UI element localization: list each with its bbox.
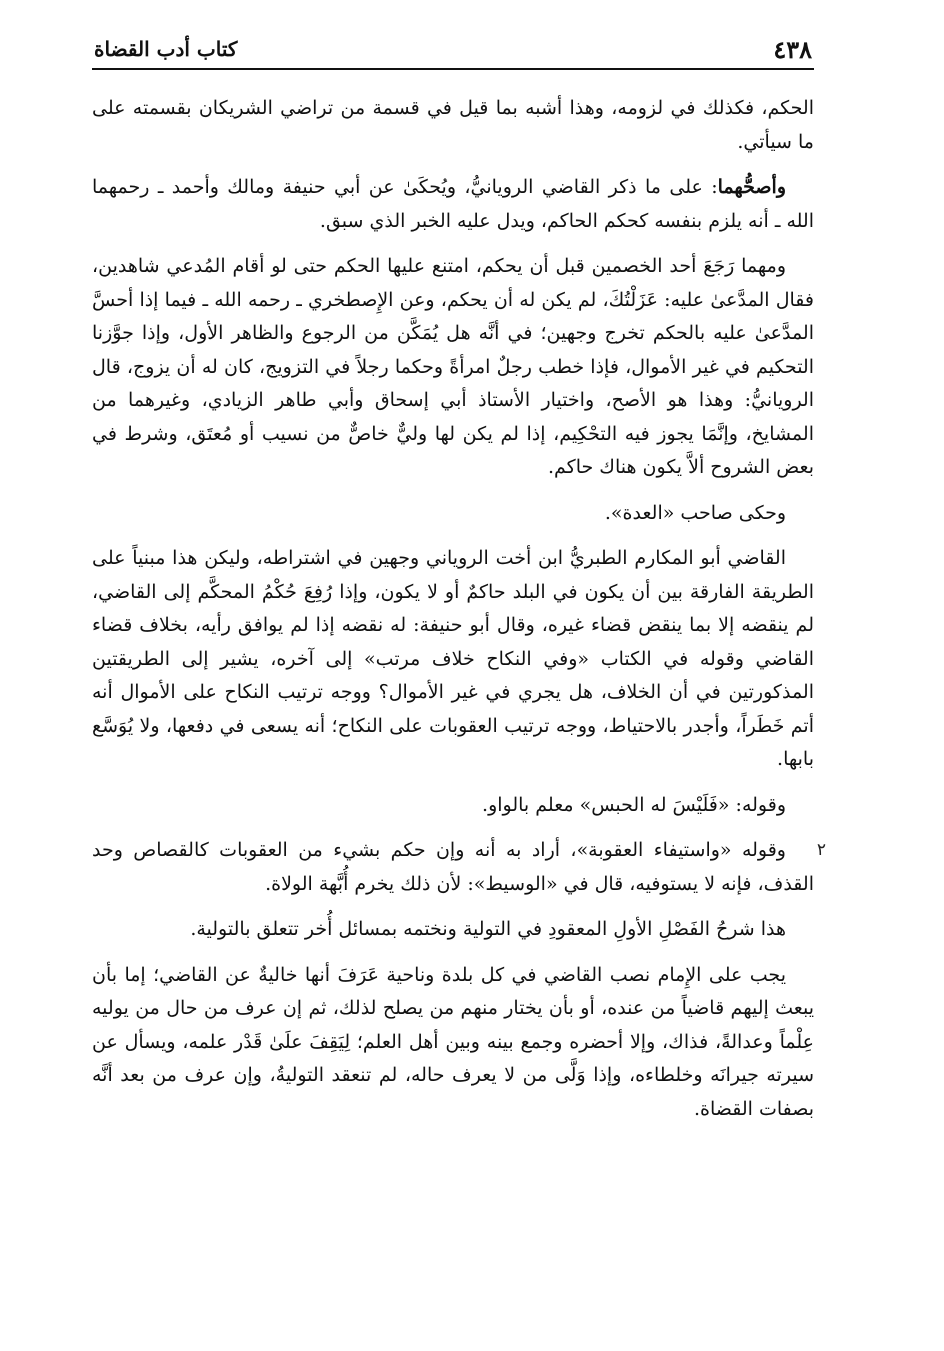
paragraph-7-text: وقوله «واستيفاء العقوبة»، أراد به أنه وإن حكم بشيء من العقوبات كالقصاص وحد القذف، فإنه لا يستوفيه، قال في «الوسيط»: لأن ذلك يخرم أُبَّهة الولاة. [92,839,814,895]
page-number: ٤٣٨ [773,34,812,64]
paragraph-7 [92,834,826,901]
paragraph-3-text: ومهما رَجَعَ أحد الخصمين قبل أن يحكم، امتنع عليها الحكم حتى لو أقام المُدعي شاهدين، فقال المدَّعىٰ عليه: عَزَلْتُكَ، لم يكن له أن يحكم، وعن الإِصطخري ـ رحمه الله ـ فيما إذا أحسَّ المدَّعىٰ عليه بالحكم تخرج وجهين؛ في أنَّه هل يُمَكَّن من الرجوع والظاهر الأول، وإذا جوَّزنا التحكيم في غير الأموال، فإذا خطب رجلٌ امرأةً وحكما رجلاً في التزويج، كان له أن يزوج، قال الرويانيُّ: وهذا هو الأصح، واختيار الأستاذ أبي إسحاق وأبي طاهر الزيادي، وغيرهما من المشايخ، وإنَّمَا يجوز فيه التحْكِيم، إذا لم يكن لها وليٌّ خاصٌّ من نسيب أو مُعتَق، وشرط في بعض الشروح ألاَّ يكون هناك حاكم. [92,255,814,478]
paragraph-5 [92,542,814,777]
paragraph-9-text: يجب على الإِمام نصب القاضي في كل بلدة وناحية عَرَفَ أنها خاليةٌ عن القاضي؛ إما بأن يبعث إليهم قاضياً من عنده، أو بأن يختار منهم من يصلح لذلك، ثم إن عرف من حال من يوليه عِلْماً وعدالةً، فذاك، وإلا أحضره وجمع بينه وبين أهل العلم؛ لِيَقِفَ علَىٰ قَدْر علمه، ويسأل عن سيرته جيرانَه وخلطاءه، وإذا وَلَّى من لا يعرف حاله، لم تنعقد التوليةُ، وإن عرف من بعد أنَّه بصفات القضاة. [92,963,814,1120]
paragraph-8 [92,913,814,947]
paragraph-6 [92,789,814,823]
paragraph-2 [92,171,814,238]
paragraph-4 [92,497,814,531]
paragraph-2-text: : على ما ذكر القاضي الرويانيُّ، ويُحكَىٰ عن أبي حنيفة ومالك وأحمد ـ رحمهما الله ـ أنه يلزم بنفسه كحكم الحاكم، ويدل عليه الخبر الذي سبق. [92,176,814,232]
paragraph-9 [92,959,814,1127]
paragraph-8-text: هذا شرحُ الفَصْلِ الأولِ المعقودِ في التولية ونختمه بمسائل أُخر تتعلق بالتولية. [190,918,786,940]
paragraph-5-text: القاضي أبو المكارم الطبريُّ ابن أخت الروياني وجهين في اشتراطه، وليكن هذا مبنياً على الطريقة الفارقة بين أن يكون في البلد حاكمٌ أو لا يكون، وإذا رُفِعَ حُكْمُ المحكَّم إلى القاضي، لم ينقضه إلا بما ينقض قضاء غيره، وقال أبو حنيفة: له نقضه إذا لم يوافق رأيه، بخلاف قضاء القاضي وقوله في الكتاب «وفي النكاح خلاف مرتب» إلى آخره، يشير إلى الطريقتين المذكورتين في أن الخلاف، هل يجري في غير الأموال؟ ووجه ترتيب النكاح على الأموال أنه أتم خَطَراً، وأجدر بالاحتياط، ووجه ترتيب العقوبات على النكاح؛ أنه يسعى في دفعها، ولا يُوَسَّع بابها. [92,547,814,770]
paragraph-4-text: وحكى صاحب «العدة». [604,501,786,524]
running-header [92,30,814,70]
paragraph-2-lead: وأصحُّهما [717,176,786,198]
book-title: كتاب أدب القضاة [94,37,238,61]
paragraph-1-text: الحكم، فكذلك في لزومه، وهذا أشبه بما قيل في قسمة من تراضي الشريكان بقسمته على ما سيأتي. [92,97,814,153]
paragraph-6-text: وقوله: «فَلَيْسَ له الحبس» معلم بالواو. [482,793,786,816]
page [92,30,826,1138]
paragraph-1 [92,92,814,159]
margin-marker: ٢ [816,840,826,860]
body-text [92,92,826,1126]
paragraph-3 [92,250,814,485]
